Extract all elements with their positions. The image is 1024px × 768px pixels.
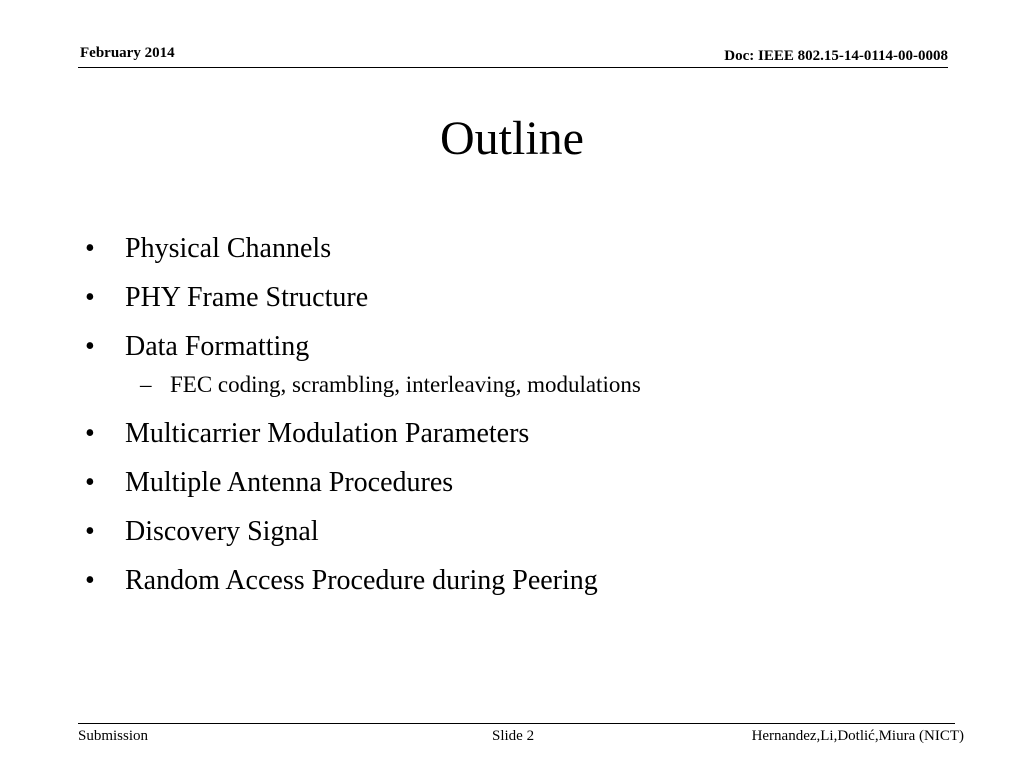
bullet-text: Multicarrier Modulation Parameters <box>125 418 530 449</box>
bullet-item <box>85 462 965 503</box>
bullet-item <box>85 560 965 601</box>
header-date: February 2014 <box>80 45 175 61</box>
sub-bullet-text: FEC coding, scrambling, interleaving, modulations <box>170 372 641 397</box>
bullet-text: Data Formatting <box>125 331 310 362</box>
bullet-item <box>85 511 965 552</box>
footer-divider <box>78 723 955 724</box>
bullet-item <box>85 413 965 454</box>
bullet-marker: • <box>85 418 95 449</box>
footer-authors: Hernandez,Li,Dotlić,Miura (NICT) <box>751 728 964 744</box>
header-doc-id: Doc: IEEE 802.15-14-0114-00-0008 <box>724 48 948 64</box>
bullet-text: Multiple Antenna Procedures <box>125 467 454 498</box>
header-divider <box>78 67 948 68</box>
bullet-marker: • <box>85 565 95 596</box>
footer-submission: Submission <box>78 728 149 744</box>
bullet-marker: • <box>85 516 95 547</box>
sub-bullet-item <box>85 370 965 400</box>
bullet-marker: • <box>85 233 95 264</box>
bullet-marker: • <box>85 282 95 313</box>
footer-slide-number: Slide 2 <box>492 728 535 744</box>
sub-bullet-marker: – <box>140 372 152 397</box>
bullet-item <box>85 326 965 367</box>
slide-title: Outline <box>440 112 584 165</box>
bullet-text: PHY Frame Structure <box>125 282 369 313</box>
bullet-text: Physical Channels <box>125 233 332 264</box>
bullet-marker: • <box>85 467 95 498</box>
bullet-list <box>85 228 965 609</box>
bullet-item <box>85 228 965 269</box>
bullet-item <box>85 277 965 318</box>
bullet-text: Discovery Signal <box>125 516 319 547</box>
bullet-marker: • <box>85 331 95 362</box>
bullet-text: Random Access Procedure during Peering <box>125 565 598 596</box>
